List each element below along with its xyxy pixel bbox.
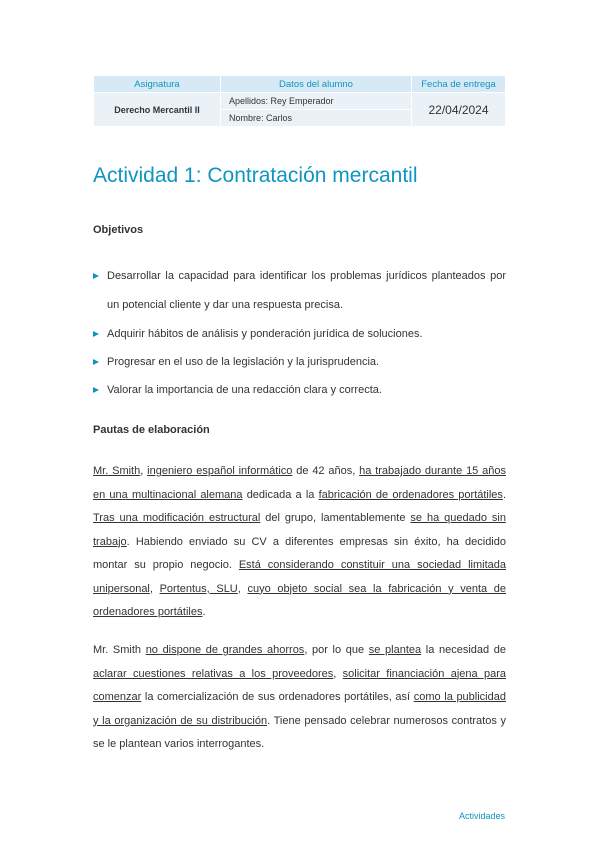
- header-col-subject: Asignatura: [94, 76, 221, 93]
- header-col-student: Datos del alumno: [221, 76, 412, 93]
- text-segment: ,: [237, 582, 248, 595]
- underlined-phrase: fabricación de ordenadores portátiles: [318, 488, 503, 501]
- list-item: [93, 348, 506, 376]
- text-segment: . Habiendo enviado su CV a diferentes empresas sin éxito, ha decidido montar su propio negocio.: [93, 535, 506, 571]
- underlined-phrase: se plantea: [368, 644, 422, 656]
- surnames-value: Apellidos: Rey Emperador: [221, 93, 412, 110]
- underlined-phrase: no dispone de grandes ahorros: [145, 644, 305, 656]
- underlined-phrase: Está considerando constituir una sociedad limitada unipersonal: [93, 559, 506, 595]
- name-value: Nombre: Carlos: [221, 110, 412, 127]
- list-item-text: Progresar en el uso de la legislación y la jurisprudencia.: [107, 356, 380, 368]
- header-col-date: Fecha de entrega: [412, 76, 506, 93]
- underlined-phrase: Tras una modificación estructural: [93, 512, 261, 524]
- text-segment: Mr. Smith: [93, 644, 146, 656]
- text-segment: . Tiene pensado celebrar numerosos contratos y se le plantean varios interrogantes.: [93, 714, 506, 750]
- list-item: [93, 376, 506, 404]
- subject-value: Derecho Mercantil II: [94, 93, 221, 127]
- bullet-arrow-icon: [93, 273, 99, 279]
- text-segment: la necesidad de: [421, 644, 507, 656]
- guidelines-paragraph-2: [93, 639, 506, 757]
- header-table: [93, 75, 506, 127]
- text-segment: ,: [149, 582, 160, 595]
- list-item-text: Valorar la importancia de una redacción clara y correcta.: [107, 384, 382, 396]
- underlined-phrase: como la publicidad y la organización de su distribución: [93, 691, 506, 727]
- guidelines-heading: Pautas de elaboración: [93, 424, 210, 436]
- objectives-heading: Objetivos: [93, 224, 144, 236]
- list-item: [93, 262, 506, 320]
- list-item-text: Adquirir hábitos de análisis y ponderación jurídica de soluciones.: [107, 328, 423, 340]
- underlined-phrase: ha trabajado durante 15 años en una multinacional alemana: [93, 465, 506, 501]
- underlined-phrase: aclarar cuestiones relativas a los proveedores: [93, 667, 334, 680]
- footer-label: Actividades: [459, 811, 506, 821]
- text-segment: .: [202, 606, 206, 618]
- text-segment: del grupo, lamentablemente: [260, 512, 411, 524]
- text-segment: la comercialización de sus ordenadores portátiles, así: [141, 691, 414, 703]
- text-segment: ,: [333, 667, 343, 680]
- text-segment: ,: [140, 465, 148, 477]
- guidelines-paragraph-1: [93, 460, 506, 625]
- text-segment: dedicada a la: [242, 488, 319, 501]
- underlined-phrase: cuyo objeto social sea la fabricación y venta de ordenadores portátiles: [93, 582, 506, 618]
- bullet-arrow-icon: [93, 331, 99, 337]
- underlined-phrase: Mr. Smith: [93, 465, 141, 477]
- list-item: [93, 320, 506, 348]
- underlined-phrase: solicitar financiación ajena para comenzar: [93, 667, 506, 703]
- underlined-phrase: ingeniero español informático: [147, 465, 293, 477]
- bullet-arrow-icon: [93, 359, 99, 365]
- objectives-list: [93, 262, 506, 404]
- text-segment: de 42 años,: [292, 465, 360, 477]
- page-title: Actividad 1: Contratación mercantil: [93, 164, 418, 187]
- underlined-phrase: se ha quedado sin trabajo: [93, 512, 506, 548]
- underlined-phrase: Portentus, SLU: [159, 582, 238, 595]
- bullet-arrow-icon: [93, 387, 99, 393]
- date-value: 22/04/2024: [412, 93, 506, 127]
- text-segment: , por lo que: [304, 644, 369, 656]
- list-item-text: Desarrollar la capacidad para identificar los problemas jurídicos planteados por un potencial cliente y dar una respuesta precisa.: [107, 270, 506, 311]
- text-segment: .: [502, 488, 506, 501]
